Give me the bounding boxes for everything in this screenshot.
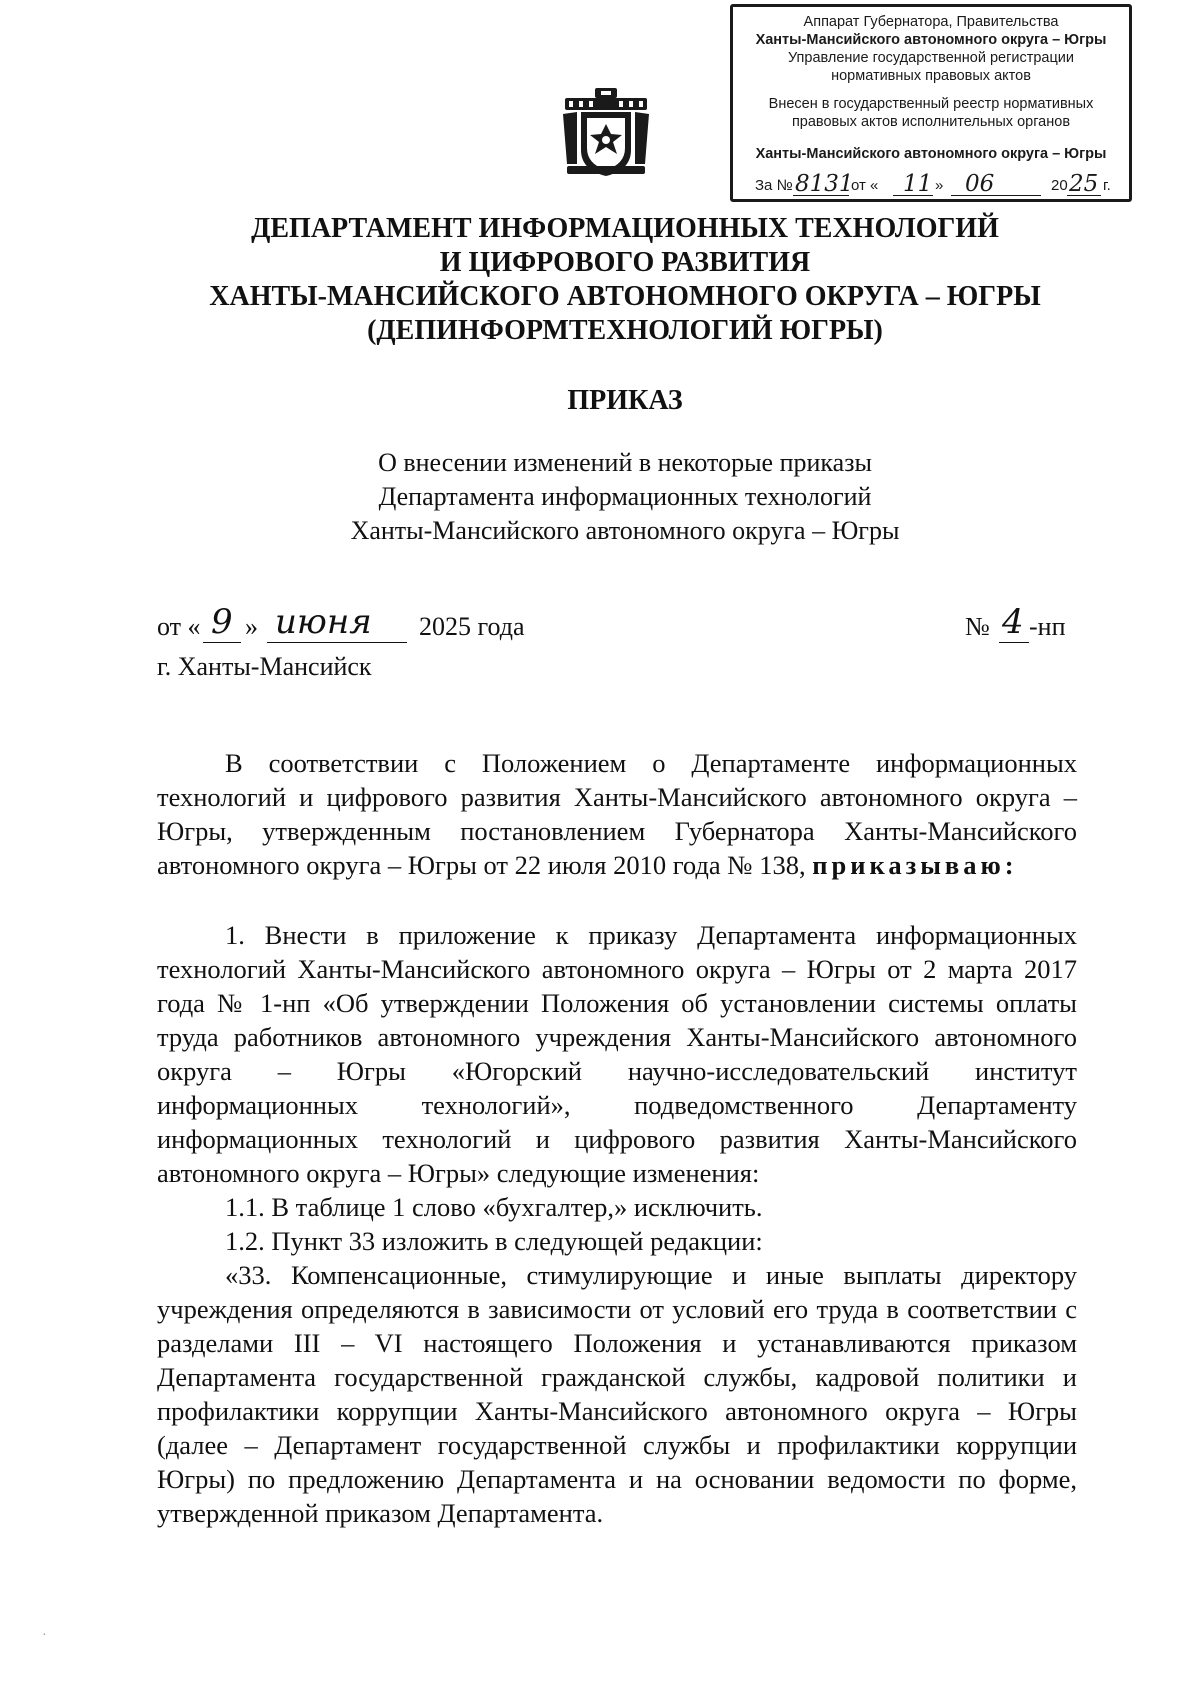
- stamp-registration-line: [733, 173, 1129, 199]
- subject-line-1: О внесении изменений в некоторые приказы: [378, 448, 872, 477]
- stamp-reg-number: 8131: [795, 171, 854, 197]
- date-close: »: [245, 612, 258, 641]
- order-subject: [0, 446, 1200, 548]
- date-year: 2025 года: [419, 612, 525, 641]
- paragraph-33: «33. Компенсационные, стимулирующие и иные выплаты директору учреждения определяются в зависимости от условий его труда в соответствии с разделами III – VI настоящего Положения и устанавливаются приказом Департамента государственной гражданской службы, кадровой политики и профилактики коррупции Ханты-Мансийского автономного округа – Югры (далее – Департамент государственной службы и профилактики коррупции Югры) по предложению Департамента и на основании ведомости по форме, утвержденной приказом Департамента.: [157, 1260, 1077, 1528]
- subject-line-2: Департамента информационных технологий: [378, 482, 872, 511]
- stamp-line-1: Аппарат Губернатора, Правительства: [803, 14, 1059, 30]
- preamble-text: В соответствии с Положением о Департаменте информационных технологий и цифрового развития Ханты-Мансийского автономного округа – Югры, утвержденным постановлением Губернатора Ханты-Мансийского автономного округа – Югры от 22 июля 2010 года № 138,: [157, 748, 1077, 880]
- order-date-line: [157, 604, 1077, 644]
- order-number-suffix: -нп: [1029, 612, 1066, 641]
- preamble-paragraph: [157, 746, 1077, 882]
- department-header: [0, 212, 1200, 348]
- stamp-reg-day: 11: [903, 171, 933, 197]
- stamp-reg-year-end: г.: [1103, 177, 1111, 194]
- paragraph-1-1: 1.1. В таблице 1 слово «бухгалтер,» исключить.: [225, 1192, 763, 1222]
- stamp-reg-ot: от «: [851, 177, 879, 194]
- dept-line-2: И ЦИФРОВОГО РАЗВИТИЯ: [439, 247, 811, 278]
- order-body: [157, 746, 1077, 1530]
- paragraph-1: 1. Внести в приложение к приказу Департамента информационных технологий Ханты-Мансийского автономного округа – Югры от 2 марта 2017 года № 1-нп «Об утверждении Положения об установлении системы оплаты труда работников автономного учреждения Ханты-Мансийского автономного округа – Югры «Югорский научно-исследовательский институт информационных технологий», подведомственного Департаменту информационных технологий и цифрового развития Ханты-Мансийского автономного округа – Югры» следующие изменения:: [157, 920, 1077, 1188]
- subject-line-3: Ханты-Мансийского автономного округа – Югры: [350, 516, 900, 545]
- order-number-prefix: №: [965, 612, 990, 641]
- date-ot: от «: [157, 612, 201, 641]
- stamp-line-4: нормативных правовых актов: [831, 68, 1031, 84]
- stamp-reg-year: 25: [1069, 171, 1099, 197]
- stamp-reg-close: »: [935, 177, 944, 194]
- stamp-line-7: Ханты-Мансийского автономного округа – Югры: [755, 146, 1107, 162]
- stamp-reg-year-prefix: 20: [1051, 177, 1068, 194]
- scan-edge-mark: ·: [42, 1628, 47, 1643]
- date-day: 9: [211, 602, 233, 642]
- stamp-line-6: правовых актов исполнительных органов: [791, 114, 1071, 130]
- order-city: г. Ханты-Мансийск: [157, 652, 372, 681]
- preamble-colon: :: [1004, 850, 1014, 880]
- paragraph-1-2: 1.2. Пункт 33 изложить в следующей редакции:: [225, 1226, 763, 1256]
- preamble-directive: приказываю: [812, 850, 1005, 880]
- document-type-title: ПРИКАЗ: [567, 385, 683, 416]
- order-number: 4: [1002, 602, 1024, 642]
- dept-line-3: ХАНТЫ-МАНСИЙСКОГО АВТОНОМНОГО ОКРУГА – ЮГРЫ: [209, 281, 1041, 312]
- stamp-reg-month: 06: [965, 171, 995, 197]
- registration-stamp: [730, 4, 1132, 202]
- stamp-line-5: Внесен в государственный реестр нормативных: [768, 96, 1094, 112]
- stamp-reg-prefix: За №: [755, 177, 793, 194]
- dept-line-4: (ДЕПИНФОРМТЕХНОЛОГИЙ ЮГРЫ): [367, 315, 883, 346]
- coat-of-arms-icon: [561, 88, 651, 178]
- date-month: июня: [275, 602, 372, 642]
- dept-line-1: ДЕПАРТАМЕНТ ИНФОРМАЦИОННЫХ ТЕХНОЛОГИЙ: [251, 213, 999, 244]
- stamp-line-3: Управление государственной регистрации: [787, 50, 1075, 66]
- stamp-line-2: Ханты-Мансийского автономного округа – Югры: [755, 32, 1107, 48]
